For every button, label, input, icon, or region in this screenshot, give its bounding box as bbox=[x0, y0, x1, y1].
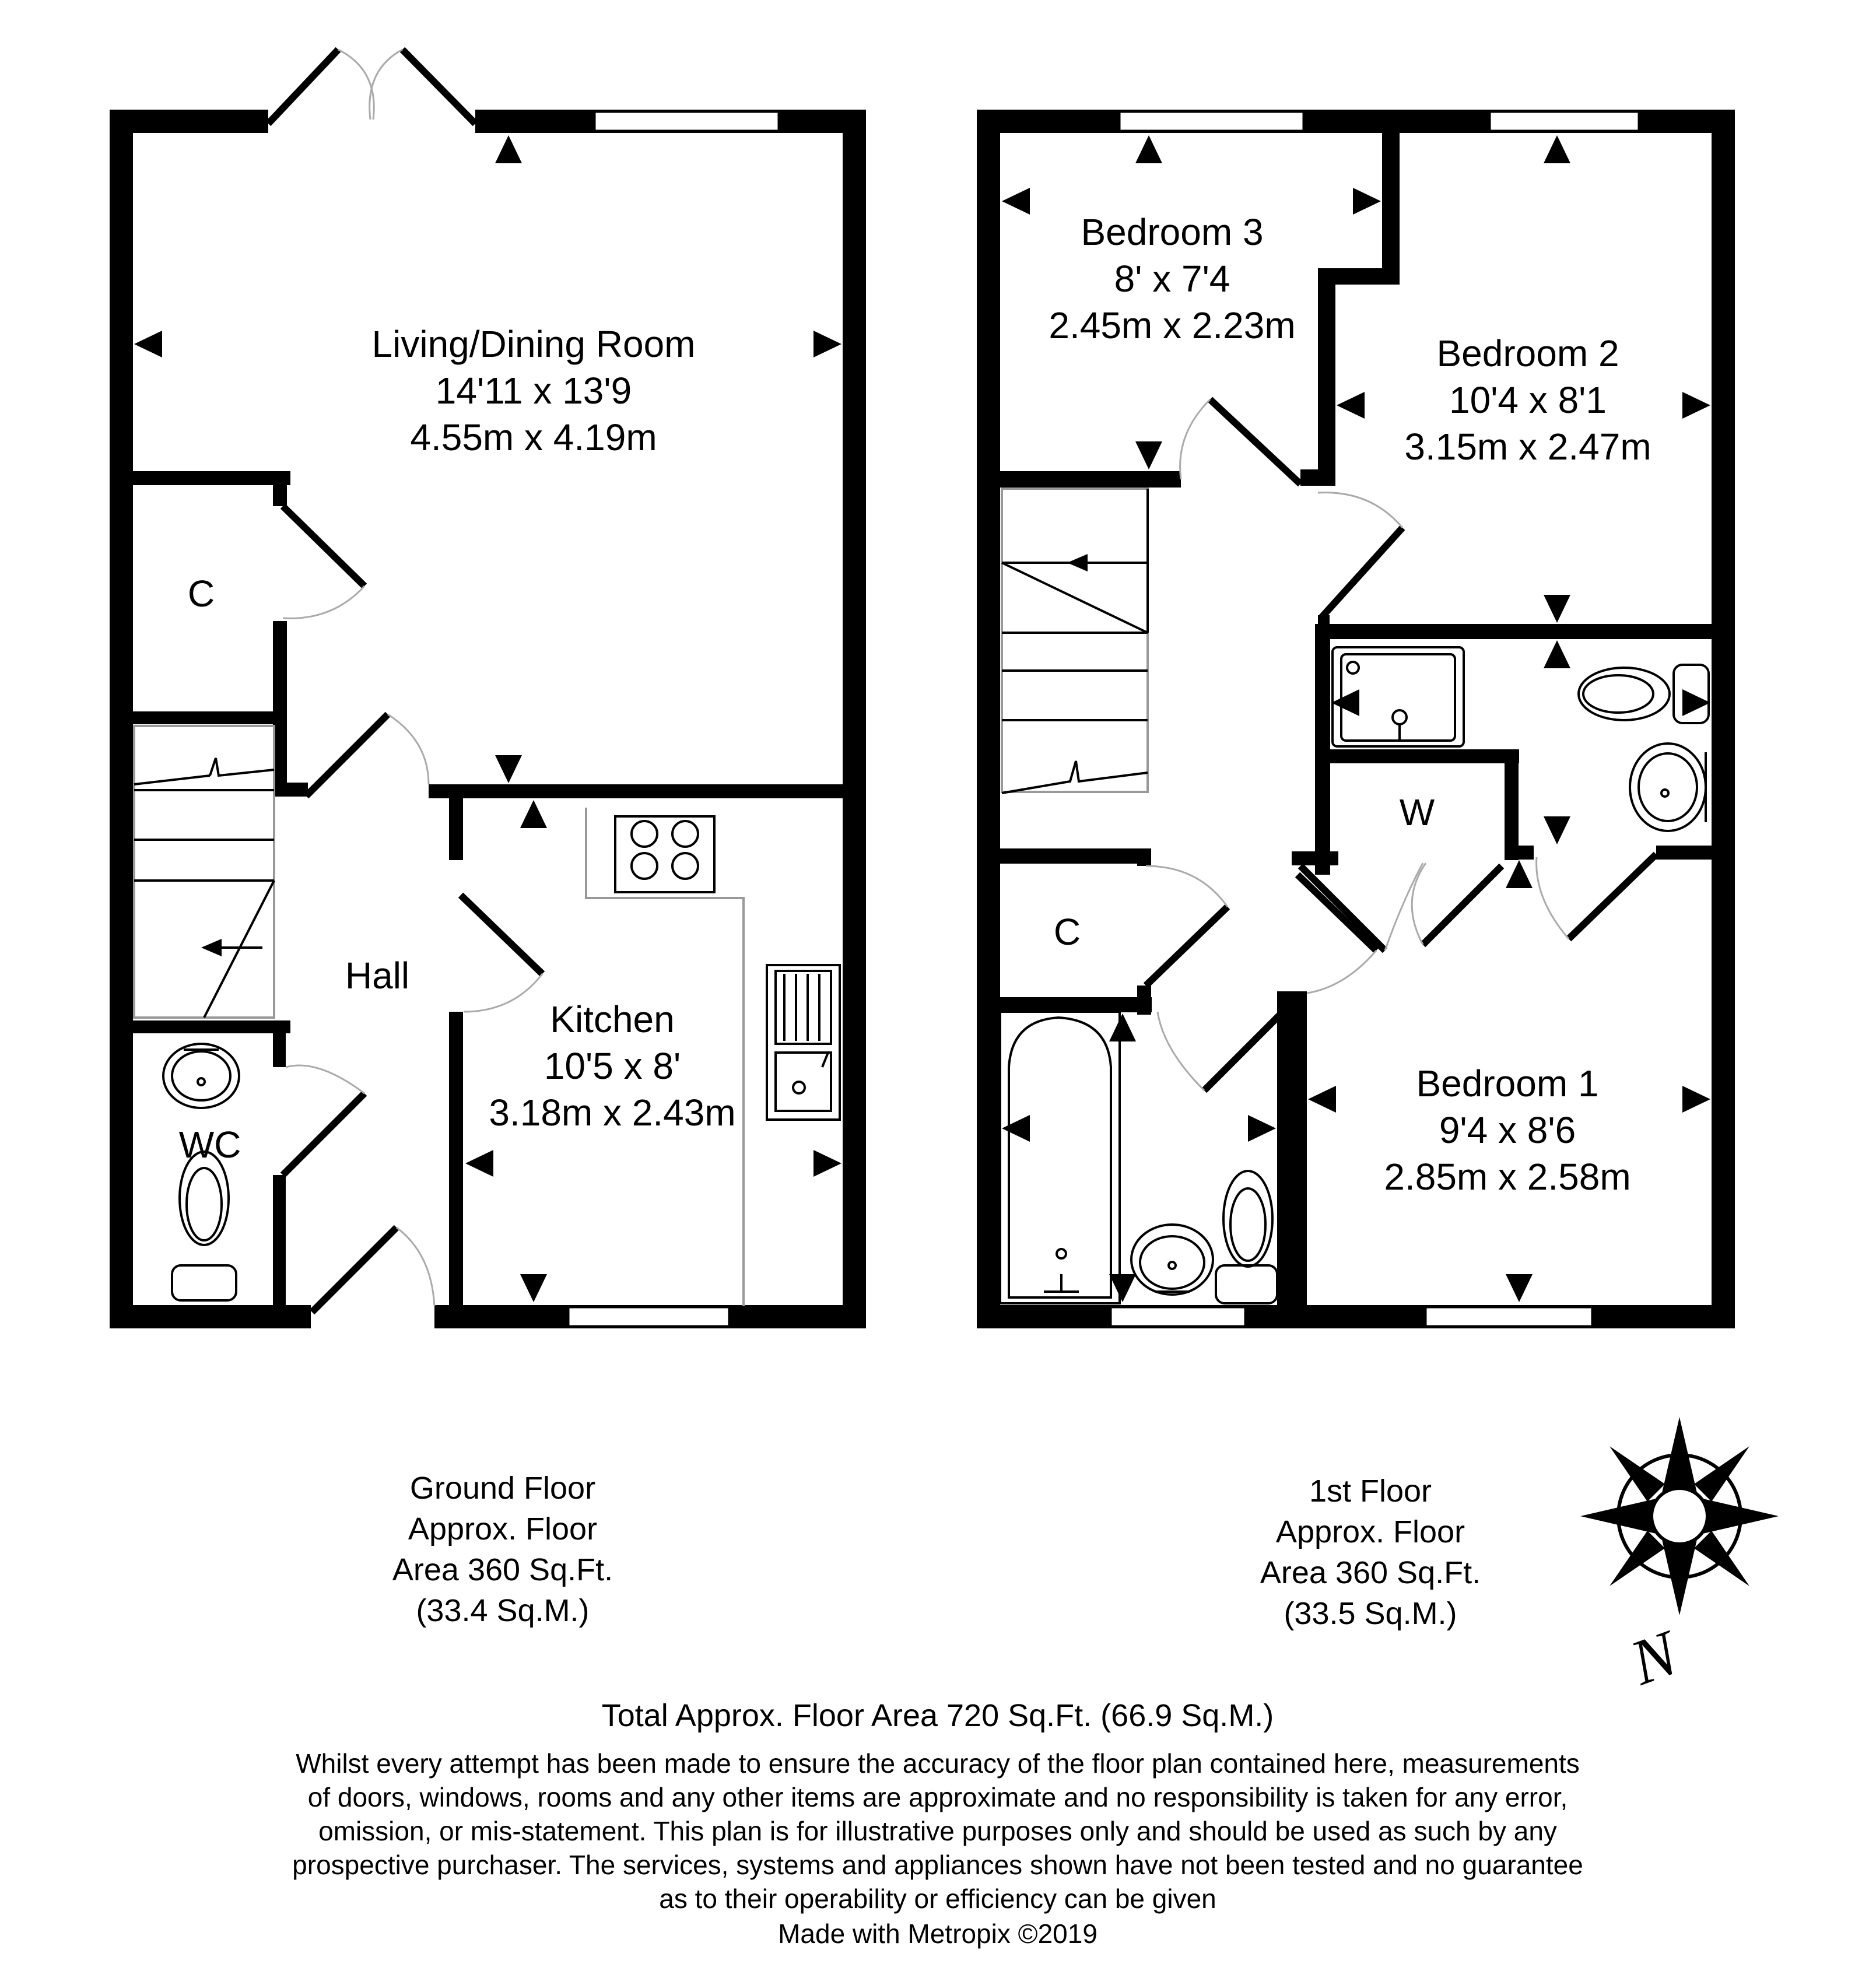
bedroom1-name: Bedroom 1 bbox=[1416, 1062, 1599, 1104]
wall bbox=[1292, 991, 1307, 1328]
dimension-arrow bbox=[1682, 689, 1710, 716]
wall bbox=[977, 1305, 1735, 1328]
wall bbox=[1315, 749, 1519, 763]
dimension-arrow bbox=[495, 135, 522, 163]
wall bbox=[1505, 749, 1519, 860]
window bbox=[1426, 1307, 1592, 1326]
compass-north-label: N bbox=[1621, 1616, 1686, 1699]
disclaimer-line: of doors, windows, rooms and any other items are approximate and no responsibility is taken for any error, bbox=[307, 1782, 1568, 1812]
wall bbox=[977, 110, 1000, 1328]
ground-floor-area-line3: Area 360 Sq.Ft. bbox=[392, 1552, 613, 1587]
wall bbox=[273, 783, 308, 797]
shower-room-door bbox=[1569, 854, 1656, 939]
wall bbox=[1277, 991, 1292, 1328]
first-cupboard-label: C bbox=[1053, 911, 1081, 953]
dimension-arrow bbox=[1544, 640, 1570, 668]
dimension-arrow bbox=[465, 1150, 493, 1177]
wall bbox=[977, 471, 1181, 488]
wardrobe-door bbox=[1300, 866, 1385, 951]
first-floor-area bbox=[1260, 1474, 1481, 1631]
first-floor-area-line1: 1st Floor bbox=[1309, 1474, 1432, 1509]
first-floor-area-line4: (33.5 Sq.M.) bbox=[1284, 1596, 1457, 1631]
ground-floor-area-line2: Approx. Floor bbox=[408, 1511, 598, 1546]
wc-toilet bbox=[172, 1152, 236, 1300]
ground-floor-area bbox=[392, 1471, 613, 1628]
wall bbox=[449, 1012, 463, 1327]
french-doors bbox=[268, 50, 475, 124]
wall bbox=[1318, 268, 1335, 484]
wall bbox=[1137, 848, 1151, 866]
dimension-arrow bbox=[1002, 1115, 1030, 1142]
disclaimer-line: prospective purchaser. The services, systems and appliances shown have not been tested and no guarantee bbox=[292, 1850, 1583, 1880]
bathroom-basin bbox=[1131, 1225, 1213, 1295]
first-floor-area-line2: Approx. Floor bbox=[1275, 1514, 1465, 1549]
dimension-arrow bbox=[1506, 1274, 1533, 1302]
wardrobe-label: W bbox=[1399, 791, 1435, 833]
ground-cupboard-label: C bbox=[187, 573, 215, 615]
kitchen-door bbox=[461, 895, 542, 974]
wall bbox=[977, 848, 1149, 864]
wc-basin bbox=[163, 1044, 239, 1108]
wc-label: WC bbox=[178, 1124, 241, 1166]
bedroom2-dim-imperial: 10'4 x 8'1 bbox=[1449, 379, 1607, 421]
wc-door bbox=[283, 1093, 364, 1175]
metropix-credit: Made with Metropix ©2019 bbox=[778, 1919, 1097, 1949]
wall bbox=[1292, 851, 1338, 865]
dimension-arrow bbox=[1682, 1086, 1710, 1113]
dimension-arrow bbox=[1337, 392, 1365, 419]
dimension-arrow bbox=[1135, 135, 1162, 163]
wall bbox=[1712, 110, 1735, 1328]
disclaimer-line: Whilst every attempt has been made to ensure the accuracy of the floor plan contained here, measurements bbox=[296, 1748, 1580, 1779]
wall bbox=[110, 110, 268, 133]
living-room-dim-imperial: 14'11 x 13'9 bbox=[435, 370, 632, 412]
shower-room-basin bbox=[1630, 743, 1706, 831]
wall bbox=[1382, 110, 1400, 282]
wardrobe-door bbox=[1423, 866, 1502, 945]
wall bbox=[273, 1020, 286, 1067]
dimension-arrow bbox=[1544, 595, 1570, 623]
wall bbox=[1656, 846, 1735, 860]
bathroom-door bbox=[1204, 1006, 1289, 1090]
wall bbox=[449, 784, 463, 860]
window bbox=[1120, 112, 1303, 131]
stairs bbox=[1002, 489, 1148, 793]
first-floor-area-line3: Area 360 Sq.Ft. bbox=[1260, 1555, 1481, 1590]
window bbox=[569, 1307, 729, 1326]
dimension-arrow bbox=[134, 331, 162, 357]
wall bbox=[110, 711, 279, 724]
dimension-arrow bbox=[1506, 860, 1533, 888]
window bbox=[1111, 1307, 1245, 1326]
dimension-arrow bbox=[813, 331, 841, 357]
dimension-arrow bbox=[1248, 1115, 1276, 1142]
dimension-arrow bbox=[1109, 1274, 1136, 1302]
front-door bbox=[312, 1228, 397, 1312]
disclaimer-line: omission, or mis-statement. This plan is for illustrative purposes only and should be used as such by any bbox=[318, 1816, 1557, 1846]
dimension-arrow bbox=[1544, 816, 1570, 844]
bedroom2-door bbox=[1321, 528, 1402, 618]
dimension-arrow bbox=[1331, 689, 1359, 716]
wall bbox=[273, 471, 287, 506]
dimension-arrow bbox=[1682, 392, 1710, 419]
dimension-arrow bbox=[1308, 1086, 1336, 1113]
dimension-arrow bbox=[495, 755, 522, 783]
wall bbox=[110, 1020, 290, 1033]
dimension-arrow bbox=[1109, 1013, 1136, 1041]
window bbox=[595, 112, 779, 131]
bedroom2-name: Bedroom 2 bbox=[1436, 332, 1619, 374]
disclaimer-line: as to their operability or efficiency can be given bbox=[659, 1884, 1216, 1914]
bathroom-toilet bbox=[1216, 1171, 1277, 1303]
wall bbox=[1318, 624, 1735, 639]
cupboard-door bbox=[1146, 907, 1228, 985]
landing-door bbox=[1298, 875, 1376, 951]
bedroom3-dim-imperial: 8' x 7'4 bbox=[1114, 258, 1230, 300]
kitchen-sink bbox=[767, 965, 840, 1120]
living-room-dim-metric: 4.55m x 4.19m bbox=[410, 416, 657, 458]
kitchen-name: Kitchen bbox=[550, 998, 675, 1040]
dimension-arrow bbox=[520, 800, 547, 828]
bedroom3-door bbox=[1210, 399, 1300, 484]
total-floor-area: Total Approx. Floor Area 720 Sq.Ft. (66.9 Sq.M.) bbox=[601, 1698, 1274, 1733]
wall bbox=[1505, 846, 1534, 860]
hob bbox=[615, 816, 714, 892]
kitchen-dim-metric: 3.18m x 2.43m bbox=[489, 1092, 736, 1134]
bedroom2-dim-metric: 3.15m x 2.47m bbox=[1404, 426, 1651, 468]
wall bbox=[110, 471, 290, 485]
kitchen-dim-imperial: 10'5 x 8' bbox=[543, 1045, 681, 1087]
wall bbox=[977, 997, 1152, 1012]
wall bbox=[1300, 469, 1335, 486]
bedroom1-dim-metric: 2.85m x 2.58m bbox=[1384, 1156, 1631, 1198]
first-floor-plan bbox=[977, 110, 1735, 1328]
hall-label: Hall bbox=[345, 955, 410, 997]
ground-floor-area-line4: (33.4 Sq.M.) bbox=[416, 1593, 590, 1628]
wall bbox=[273, 1175, 286, 1327]
dimension-arrow bbox=[1002, 188, 1030, 215]
dimension-arrow bbox=[1353, 188, 1381, 215]
stairs bbox=[134, 726, 274, 1018]
bedroom1-dim-imperial: 9'4 x 8'6 bbox=[1439, 1109, 1576, 1151]
cupboard-door bbox=[283, 506, 364, 586]
bedroom3-name: Bedroom 3 bbox=[1081, 211, 1264, 253]
window bbox=[1490, 112, 1639, 131]
bedroom3-dim-metric: 2.45m x 2.23m bbox=[1049, 304, 1296, 346]
hall-living-door bbox=[306, 714, 388, 796]
living-room-name: Living/Dining Room bbox=[371, 323, 696, 365]
dimension-arrow bbox=[813, 1150, 841, 1177]
dimension-arrow bbox=[1135, 441, 1162, 469]
ground-floor-area-line1: Ground Floor bbox=[409, 1471, 596, 1506]
ground-floor-plan bbox=[110, 50, 866, 1328]
dimension-arrow bbox=[1544, 135, 1570, 163]
wall bbox=[429, 784, 866, 798]
bath bbox=[1000, 1012, 1120, 1303]
dimension-arrow bbox=[520, 1274, 547, 1302]
wall bbox=[843, 110, 866, 1328]
compass-icon bbox=[1580, 1417, 1779, 1615]
